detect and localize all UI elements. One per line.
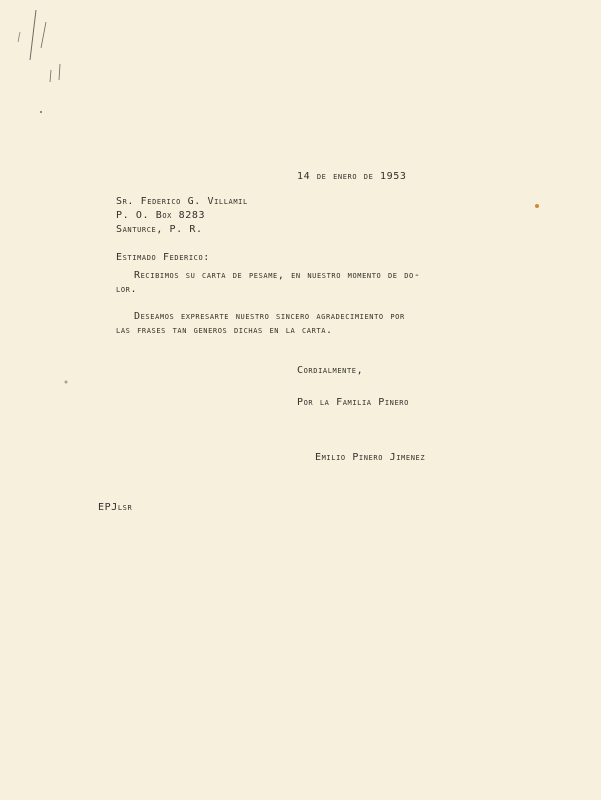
recipient-address-line2: Santurce, P. R. bbox=[116, 224, 203, 235]
body-paragraph-2-line-2: las frases tan generos dichas en la carta. bbox=[116, 325, 333, 336]
recipient-name: Sr. Federico G. Villamil bbox=[116, 196, 248, 207]
body-paragraph-1-line-1: Recibimos su carta de pesame, en nuestro momento de do- bbox=[134, 270, 421, 281]
margin-pencil-marks bbox=[0, 0, 80, 120]
paper-stain-mark bbox=[60, 376, 72, 388]
signature-line: Por la Familia Pinero bbox=[297, 397, 409, 408]
recipient-address-line1: P. O. Box 8283 bbox=[116, 210, 206, 221]
signer-name: Emilio Pinero Jimenez bbox=[315, 452, 426, 463]
letter-date: 14 de enero de 1953 bbox=[297, 171, 407, 182]
reference-initials: EPJlsr bbox=[98, 502, 133, 513]
body-paragraph-1-line-2: lor. bbox=[116, 284, 138, 295]
closing: Cordialmente, bbox=[297, 365, 364, 376]
salutation: Estimado Federico: bbox=[116, 252, 210, 263]
body-paragraph-2-line-1: Deseamos expresarte nuestro sincero agradecimiento por bbox=[134, 311, 405, 322]
paper-stain-mark bbox=[531, 200, 543, 212]
